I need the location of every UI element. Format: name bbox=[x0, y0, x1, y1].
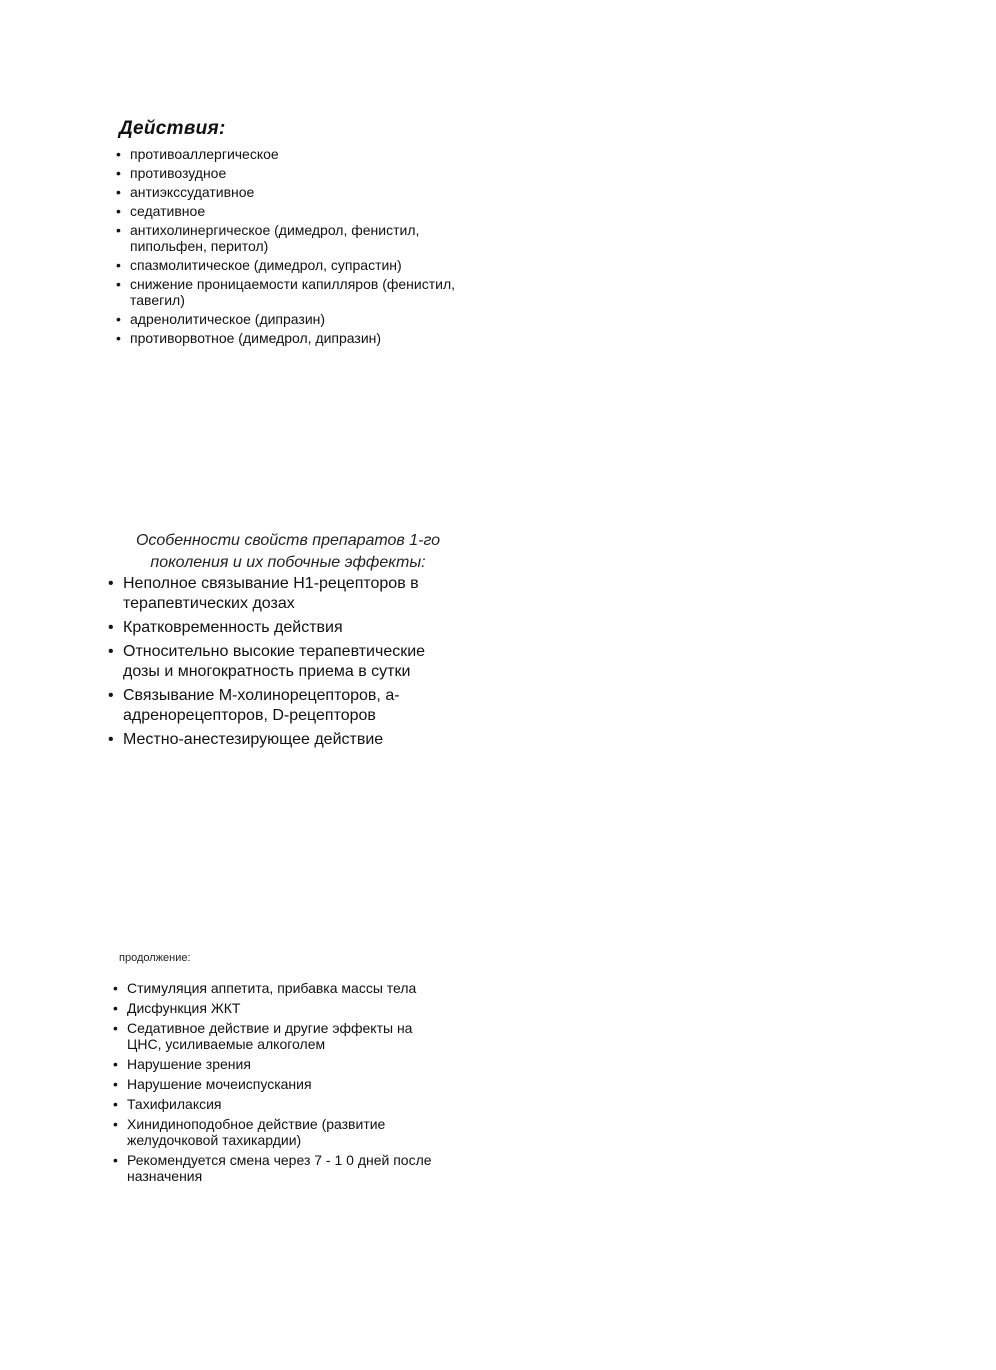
actions-list bbox=[116, 146, 456, 346]
list-item: • антихолинергическое (димедрол, фенистил, пипольфен, перитол) bbox=[116, 222, 456, 254]
features-list bbox=[108, 574, 458, 750]
list-item: • Стимуляция аппетита, прибавка массы тела bbox=[113, 980, 443, 996]
list-item: • противозудное bbox=[116, 165, 456, 181]
list-item: • Хинидиноподобное действие (развитие желудочковой тахикардии) bbox=[113, 1116, 443, 1148]
list-item: • Неполное связывание Н1-рецепторов в терапевтических дозах bbox=[108, 574, 458, 614]
list-item: • противорвотное (димедрол, дипразин) bbox=[116, 330, 456, 346]
list-item: • седативное bbox=[116, 203, 456, 219]
list-item: • Дисфункция ЖКТ bbox=[113, 1000, 443, 1016]
continuation-list bbox=[113, 980, 443, 1184]
list-item: • Нарушение мочеиспускания bbox=[113, 1076, 443, 1092]
list-item: • Относительно высокие терапевтические дозы и многократность приема в сутки bbox=[108, 642, 458, 682]
list-item: • снижение проницаемости капилляров (фенистил, тавегил) bbox=[116, 276, 456, 308]
list-item: • спазмолитическое (димедрол, супрастин) bbox=[116, 257, 456, 273]
list-item: • Местно-анестезирующее действие bbox=[108, 730, 458, 750]
list-item: • адренолитическое (дипразин) bbox=[116, 311, 456, 327]
list-item: • Связывание М-холинорецепторов, а-адренорецепторов, D-рецепторов bbox=[108, 686, 458, 726]
features-heading: Особенности свойств препаратов 1-го поколения и их побочные эффекты: bbox=[135, 532, 441, 571]
list-item: • Рекомендуется смена через 7 - 1 0 дней после назначения bbox=[113, 1152, 443, 1184]
list-item: • Нарушение зрения bbox=[113, 1056, 443, 1072]
list-item: • Седативное действие и другие эффекты на ЦНС, усиливаемые алкоголем bbox=[113, 1020, 443, 1052]
list-item: • антиэкссудативное bbox=[116, 184, 456, 200]
first-generation-features-section bbox=[108, 530, 458, 754]
list-item: • Тахифилаксия bbox=[113, 1096, 443, 1112]
list-item: • Кратковременность действия bbox=[108, 618, 458, 638]
list-item: • противоаллергическое bbox=[116, 146, 456, 162]
continuation-section bbox=[113, 952, 443, 1188]
continuation-heading: продолжение: bbox=[119, 952, 191, 964]
actions-section bbox=[116, 118, 456, 349]
actions-heading: Действия: bbox=[119, 118, 226, 139]
